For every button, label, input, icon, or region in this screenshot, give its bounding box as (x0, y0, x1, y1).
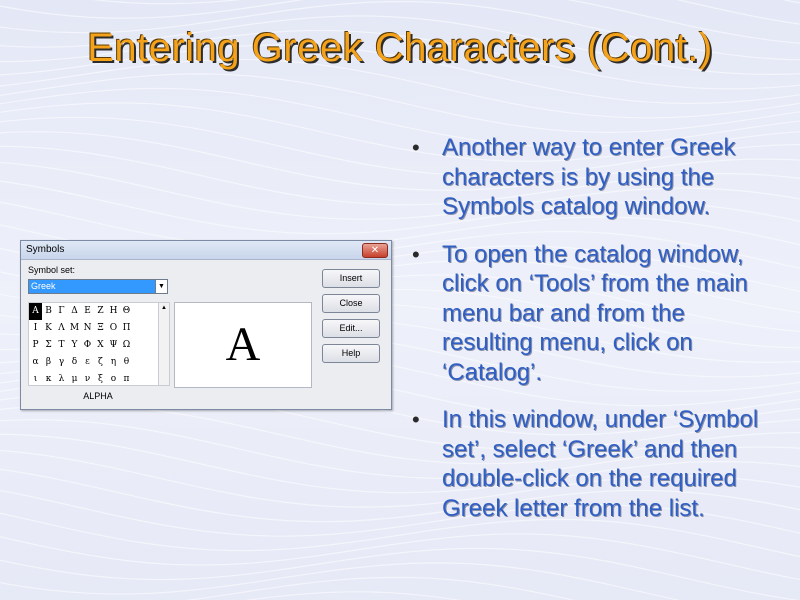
symbol-cell[interactable]: Ξ (97, 323, 104, 333)
bullet-dot-icon: • (412, 241, 420, 267)
help-button[interactable]: Help (322, 344, 380, 363)
wave-line (0, 563, 800, 600)
symbol-cell[interactable]: ο (110, 374, 117, 384)
symbol-row (29, 371, 159, 386)
symbol-cell[interactable]: Π (122, 323, 131, 333)
symbol-cell[interactable]: η (110, 357, 117, 367)
symbol-cell[interactable]: ι (33, 374, 38, 384)
bullet-item (412, 240, 772, 388)
symbol-cell[interactable]: Γ (58, 306, 65, 316)
symbol-cell[interactable]: Λ (58, 323, 65, 333)
symbol-cell[interactable]: μ (71, 374, 78, 384)
symbol-cell[interactable]: Υ (71, 340, 78, 350)
symbol-cell[interactable]: Δ (71, 306, 78, 316)
symbol-cell[interactable]: Ο (109, 323, 118, 333)
symbol-cell[interactable]: ξ (98, 374, 103, 384)
symbol-cell[interactable]: Ζ (97, 306, 104, 316)
symbol-cell[interactable]: α (32, 357, 39, 367)
symbol-cell[interactable]: Α (29, 303, 42, 320)
symbol-cell[interactable]: Ψ (109, 340, 118, 350)
symbol-row (29, 337, 159, 354)
bullet-item (412, 405, 772, 523)
dialog-title: Symbols (26, 244, 65, 255)
scroll-up-icon[interactable]: ▲ (161, 305, 167, 311)
chevron-down-icon[interactable]: ▼ (155, 280, 167, 293)
symbols-dialog (20, 240, 392, 410)
symbol-cell[interactable]: Ρ (32, 340, 39, 350)
symbol-cell[interactable]: Φ (83, 340, 92, 350)
symbol-set-label: Symbol set: (28, 265, 76, 275)
symbol-row (29, 303, 159, 320)
bullet-text: In this window, under ‘Symbol set’, select ‘Greek’ and then double-click on the required Greek letter from the list. (442, 406, 759, 522)
symbol-cell[interactable]: Θ (122, 306, 131, 316)
symbol-cell[interactable]: Ι (33, 323, 38, 333)
symbol-cell[interactable]: Χ (97, 340, 104, 350)
bullet-text: Another way to enter Greek characters is by using the Symbols catalog window. (442, 134, 736, 220)
symbol-cell[interactable]: Κ (45, 323, 52, 333)
symbol-cell[interactable]: ν (84, 374, 91, 384)
close-button[interactable]: Close (322, 294, 380, 313)
bullet-dot-icon: • (412, 135, 420, 160)
close-icon[interactable]: ✕ (362, 243, 388, 258)
symbol-cell[interactable]: Ν (83, 323, 92, 333)
wave-line (0, 534, 800, 581)
symbol-cell[interactable]: Ω (122, 340, 131, 350)
edit-button[interactable]: Edit... (322, 319, 380, 338)
symbol-row (29, 320, 159, 337)
insert-button[interactable]: Insert (322, 269, 380, 288)
wave-line (0, 577, 800, 600)
bullet-dot-icon: • (412, 407, 420, 432)
symbol-cell[interactable]: Τ (58, 340, 65, 350)
symbol-cell[interactable]: λ (58, 374, 65, 384)
symbol-cell[interactable]: Ε (84, 306, 91, 316)
symbol-cell[interactable]: γ (58, 357, 65, 367)
wave-line (0, 548, 800, 600)
symbol-cell[interactable]: Σ (45, 340, 52, 350)
symbol-cell[interactable]: δ (71, 357, 78, 367)
bullet-text: To open the catalog window, click on ‘Tools’ from the main menu bar and from the resulting menu, click on ‘Catalog’. (442, 240, 748, 386)
bullet-list (412, 133, 772, 541)
grid-scrollbar[interactable] (158, 302, 170, 386)
symbol-cell[interactable]: β (45, 357, 52, 367)
symbol-preview: A (174, 302, 312, 388)
symbol-cell[interactable]: θ (123, 357, 130, 367)
symbol-cell[interactable]: ε (85, 357, 90, 367)
symbol-cell[interactable]: ζ (98, 357, 103, 367)
symbol-cell[interactable]: κ (45, 374, 52, 384)
symbol-cell[interactable]: Μ (69, 323, 80, 333)
slide-title: Entering Greek Characters (Cont.) (87, 26, 713, 70)
symbol-set-dropdown[interactable] (28, 279, 168, 294)
wave-line (0, 0, 800, 26)
dialog-titlebar[interactable] (21, 241, 391, 260)
symbol-grid[interactable] (28, 302, 160, 386)
symbol-cell[interactable]: Η (109, 306, 118, 316)
symbol-row (29, 354, 159, 371)
symbol-cell[interactable]: Β (45, 306, 52, 316)
symbol-cell[interactable]: π (123, 374, 130, 384)
bullet-item (412, 133, 772, 222)
wave-line (0, 592, 800, 600)
selected-symbol-name: ALPHA (83, 391, 113, 401)
symbol-set-value: Greek (31, 281, 56, 291)
